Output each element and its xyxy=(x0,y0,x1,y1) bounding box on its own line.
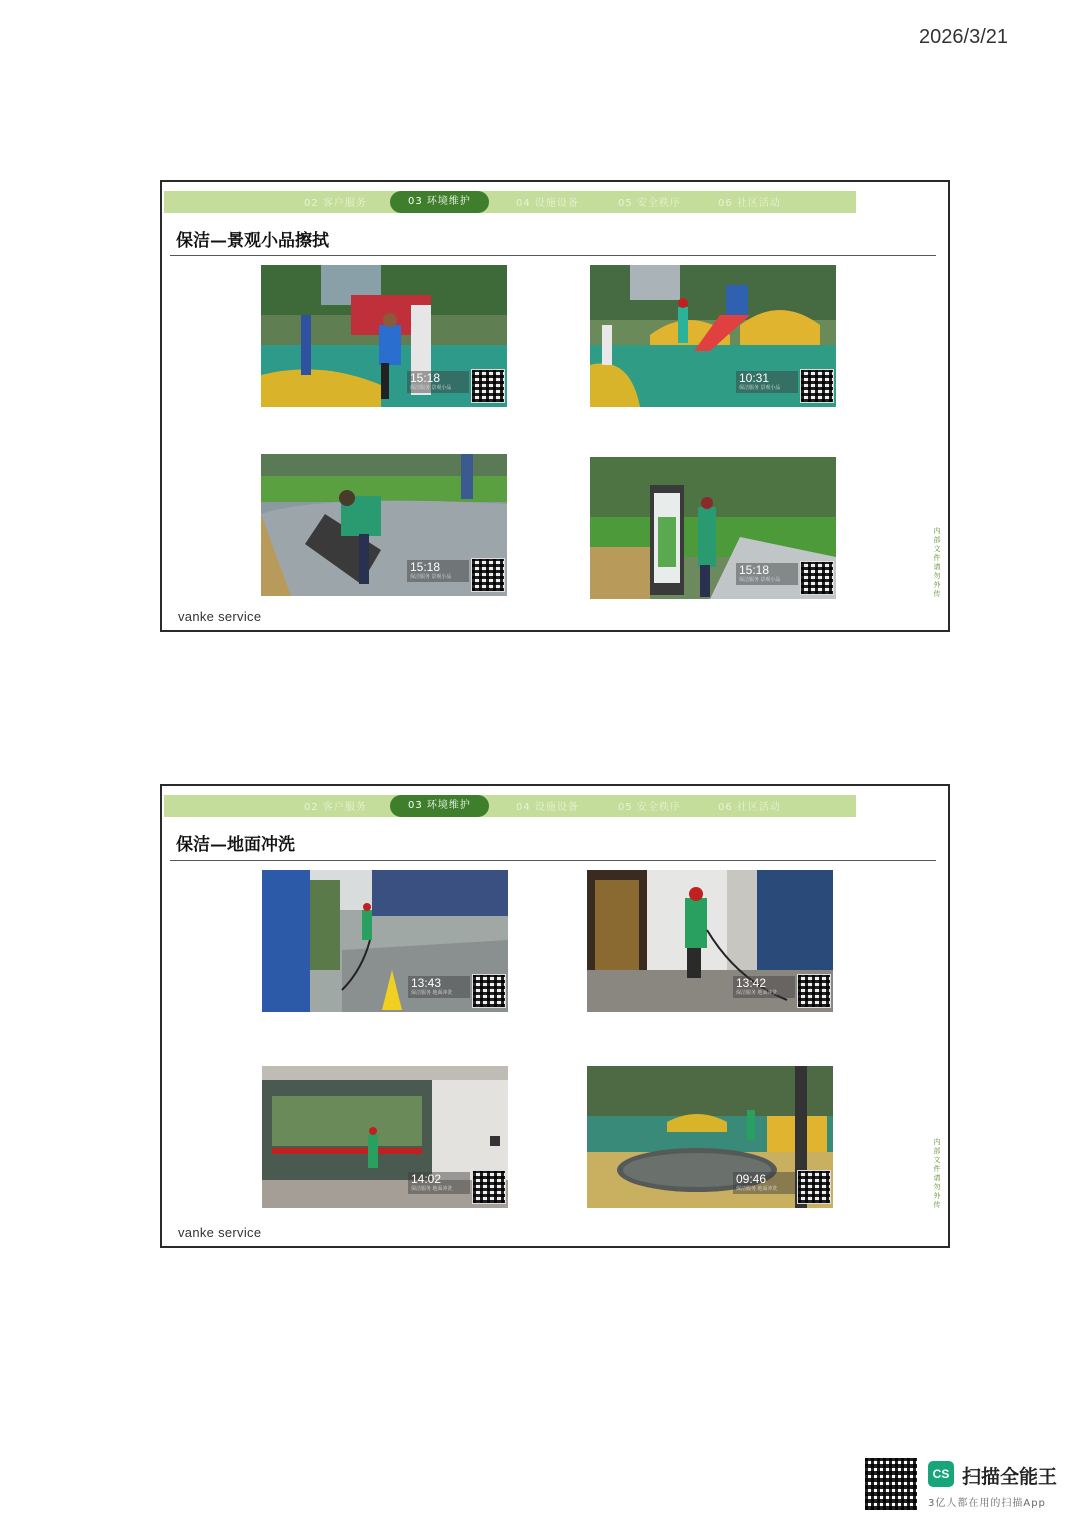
internal-document-tag: 内部文件 请勿外传 xyxy=(933,527,941,598)
tab-environment-maintenance: 03 环境维护 xyxy=(390,191,489,213)
internal-document-tag: 内部文件 请勿外传 xyxy=(933,1138,941,1209)
photo-timestamp: 13:43 保洁服务 地面冲洗 xyxy=(408,976,470,998)
qr-code-icon xyxy=(471,558,505,592)
scan-date: 2026/3/21 xyxy=(919,26,1008,48)
scanner-slogan: 3亿人都在用的扫描App xyxy=(928,1498,1046,1509)
tab-safety: 05 安全秩序 xyxy=(618,802,681,813)
photo-playground-slide xyxy=(261,265,507,407)
scanner-qr-code-icon xyxy=(865,1458,917,1510)
vanke-service-logo: vanke service xyxy=(178,1225,262,1240)
tab-customer-service: 02 客户服务 xyxy=(304,802,367,813)
photo-signboard-wiping xyxy=(590,457,836,599)
qr-code-icon xyxy=(797,1170,831,1204)
photo-timestamp: 15:18 保洁服务 景观小品 xyxy=(407,371,469,393)
slide-title: 保洁—地面冲洗 xyxy=(176,835,295,855)
scanner-app-name: 扫描全能王 xyxy=(962,1466,1058,1488)
qr-code-icon xyxy=(471,369,505,403)
photo-timestamp: 15:18 保洁服务 景观小品 xyxy=(407,560,469,582)
section-tab-bar xyxy=(164,795,856,817)
qr-code-icon xyxy=(472,1170,506,1204)
slide-ground-flushing xyxy=(160,784,950,1248)
photo-playground-wide xyxy=(590,265,836,407)
vanke-service-logo: vanke service xyxy=(178,609,262,624)
camscanner-logo-icon: CS xyxy=(928,1461,954,1487)
qr-code-icon xyxy=(800,561,834,595)
photo-timestamp: 15:18 保洁服务 景观小品 xyxy=(736,563,798,585)
photo-plaza-flushing xyxy=(587,1066,833,1208)
photo-timestamp: 10:31 保洁服务 景观小品 xyxy=(736,371,798,393)
tab-safety: 05 安全秩序 xyxy=(618,198,681,209)
slide-title: 保洁—景观小品擦拭 xyxy=(176,231,329,251)
photo-timestamp: 09:46 保洁服务 地面冲洗 xyxy=(733,1172,795,1194)
photo-timestamp: 14:02 保洁服务 地面冲洗 xyxy=(408,1172,470,1194)
tab-community: 06 社区活动 xyxy=(718,802,781,813)
photo-timestamp: 13:42 保洁服务 地面冲洗 xyxy=(733,976,795,998)
qr-code-icon xyxy=(800,369,834,403)
photo-entrance-flushing xyxy=(587,870,833,1012)
tab-customer-service: 02 客户服务 xyxy=(304,198,367,209)
section-tab-bar xyxy=(164,191,856,213)
photo-bench-wiping xyxy=(261,454,507,596)
title-divider xyxy=(170,860,936,861)
qr-code-icon xyxy=(797,974,831,1008)
tab-facilities: 04 设施设备 xyxy=(516,198,579,209)
tab-community: 06 社区活动 xyxy=(718,198,781,209)
photo-ramp-flushing xyxy=(262,870,508,1012)
qr-code-icon xyxy=(472,974,506,1008)
photo-glass-door-flushing xyxy=(262,1066,508,1208)
tab-environment-maintenance: 03 环境维护 xyxy=(390,795,489,817)
slide-landscape-wiping xyxy=(160,180,950,632)
title-divider xyxy=(170,255,936,256)
tab-facilities: 04 设施设备 xyxy=(516,802,579,813)
